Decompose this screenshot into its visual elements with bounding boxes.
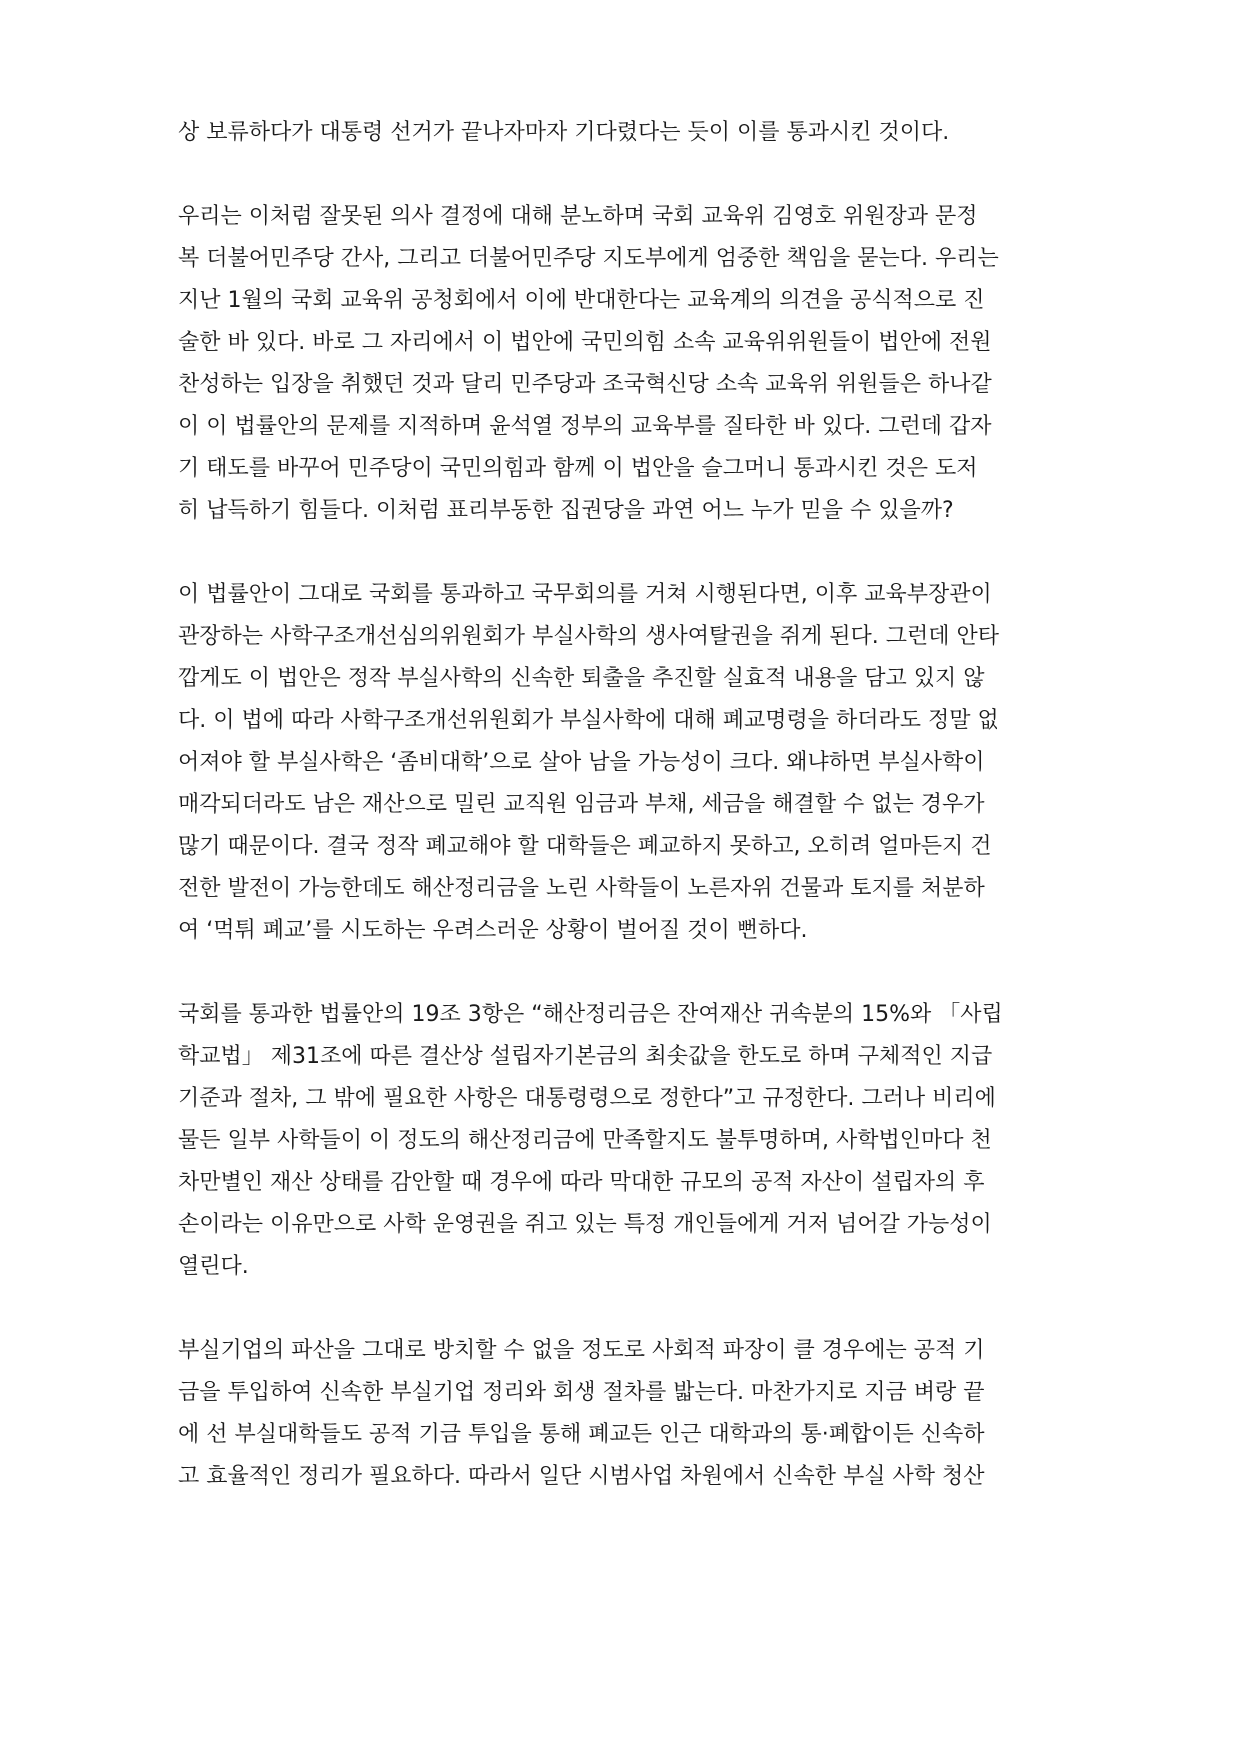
paragraph-2: 우리는 이처럼 잘못된 의사 결정에 대해 분노하며 국회 교육위 김영호 위원장과 문정 복 더불어민주당 간사, 그리고 더불어민주당 지도부에게 엄중한 책임을 묻는다. 우리는 지난 1월의 국회 교육위 공청회에서 이에 반대한다는 교육계의 의견을 공식적으로 진 술한 바 있다. 바로 그 자리에서 이 법안에 국민의힘 소속 교육위위원들이 법안에 전원 찬성하는 입장을 취했던 것과 달리 민주당과 조국혁신당 소속 교육위 위원들은 하나같 이 이 법률안의 문제를 지적하며 윤석열 정부의 교육부를 질타한 바 있다. 그런데 갑자 기 태도를 바꾸어 민주당이 국민의힘과 함께 이 법안을 슬그머니 통과시킨 것은 도저 히 납득하기 힘들다. 이처럼 표리부동한 집권당을 과연 어느 누가 믿을 수 있을까? (178, 204, 999, 523)
paragraph-1: 상 보류하다가 대통령 선거가 끝나자마자 기다렸다는 듯이 이를 통과시킨 것이다. (178, 120, 950, 145)
document-body (178, 112, 1100, 1498)
paragraph-3: 이 법률안이 그대로 국회를 통과하고 국무회의를 거쳐 시행된다면, 이후 교육부장관이 관장하는 사학구조개선심의위원회가 부실사학의 생사여탈권을 쥐게 된다. 그런데 안타 깝게도 이 법안은 정작 부실사학의 신속한 퇴출을 추진할 실효적 내용을 담고 있지 않 다. 이 법에 따라 사학구조개선위원회가 부실사학에 대해 폐교명령을 하더라도 정말 없 어져야 할 부실사학은 ‘좀비대학’으로 살아 남을 가능성이 크다. 왜냐하면 부실사학이 매각되더라도 남은 재산으로 밀린 교직원 임금과 부채, 세금을 해결할 수 없는 경우가 많기 때문이다. 결국 정작 폐교해야 할 대학들은 폐교하지 못하고, 오히려 얼마든지 건 전한 발전이 가능한데도 해산정리금을 노린 사학들이 노른자위 건물과 토지를 처분하 여 ‘먹튀 폐교’를 시도하는 우려스러운 상황이 벌어질 것이 뻔하다. (178, 582, 1000, 943)
paragraph-4: 국회를 통과한 법률안의 19조 3항은 “해산정리금은 잔여재산 귀속분의 15%와 「사립 학교법」 제31조에 따른 결산상 설립자기본금의 최솟값을 한도로 하며 구체적인 지급 기준과 절차, 그 밖에 필요한 사항은 대통령령으로 정한다”고 규정한다. 그러나 비리에 물든 일부 사학들이 이 정도의 해산정리금에 만족할지도 불투명하며, 사학법인마다 천 차만별인 재산 상태를 감안할 때 경우에 따라 막대한 규모의 공적 자산이 설립자의 후 손이라는 이유만으로 사학 운영권을 쥐고 있는 특정 개인들에게 거저 넘어갈 가능성이 열린다. (178, 1002, 1003, 1279)
paragraph-5: 부실기업의 파산을 그대로 방치할 수 없을 정도로 사회적 파장이 클 경우에는 공적 기 금을 투입하여 신속한 부실기업 정리와 회생 절차를 밟는다. 마찬가지로 지금 벼랑 끝 에 선 부실대학들도 공적 기금 투입을 통해 폐교든 인근 대학과의 통·폐합이든 신속하 고 효율적인 정리가 필요하다. 따라서 일단 시범사업 차원에서 신속한 부실 사학 청산 (178, 1338, 985, 1489)
